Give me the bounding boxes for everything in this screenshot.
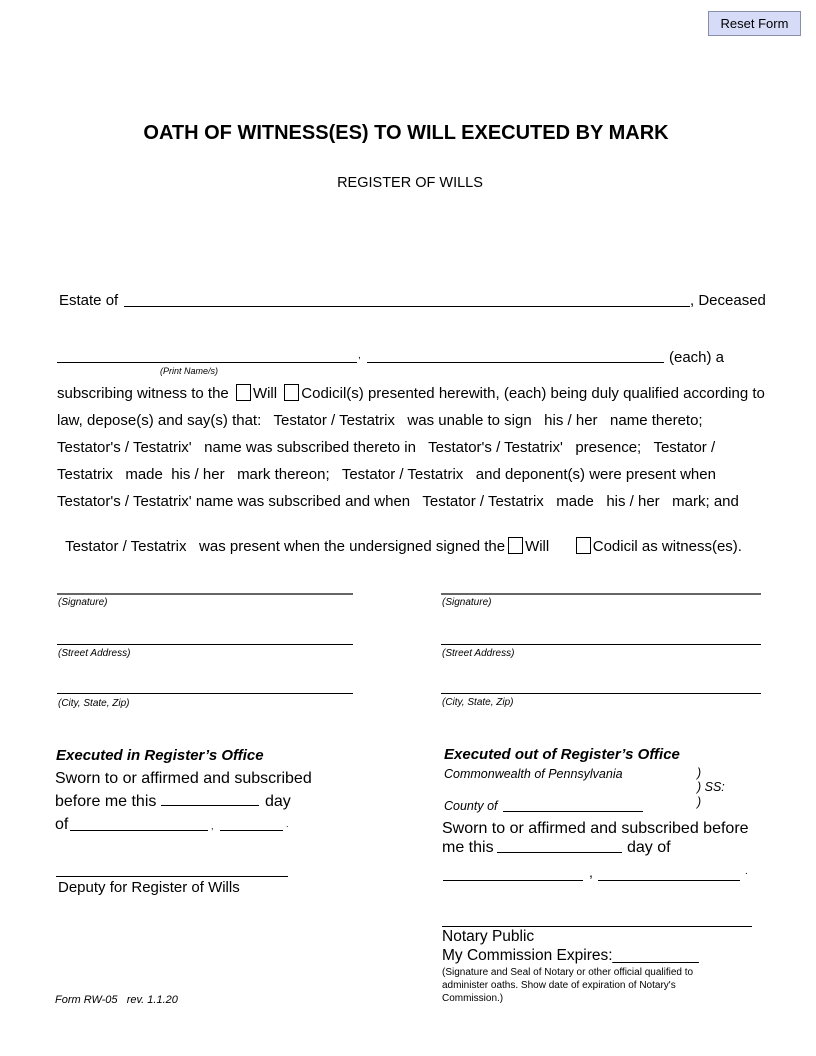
estate-name-input[interactable] — [126, 289, 686, 306]
county-line — [503, 811, 643, 812]
witness-1-city-input[interactable] — [59, 676, 351, 693]
witness-1-street-input[interactable] — [59, 627, 351, 644]
codicil-checkbox-2[interactable] — [576, 537, 591, 554]
form-id: Form RW-05 rev. 1.1.20 — [55, 994, 178, 1006]
oath-line-3: Testator's / Testatrix' name was subscribed thereto in Testator's / Testatrix' presence; Testator / — [57, 439, 716, 456]
commission-expires-label: My Commission Expires:__________ — [442, 947, 699, 964]
venue-paren-3: ) — [697, 795, 702, 809]
out-office-sworn-line: Sworn to or affirmed and subscribed before — [442, 820, 749, 837]
witness-name-1-input[interactable] — [59, 345, 355, 362]
out-office-month-line — [443, 880, 583, 881]
out-office-heading: Executed out of Register’s Office — [444, 746, 680, 763]
oath-line-6-text: Testator / Testatrix was present when the undersigned signed the — [65, 538, 506, 555]
in-office-of-label: of — [55, 816, 69, 833]
witness-name-2-underline — [367, 362, 664, 363]
oath-line-4: Testatrix made his / her mark thereon; Testator / Testatrix and deponent(s) were present when — [57, 466, 716, 483]
codicil-label-1: Codicil(s) presented herewith, (each) being duly qualified according to — [301, 385, 765, 402]
in-office-year-line — [220, 830, 283, 831]
out-office-day-input[interactable] — [498, 836, 621, 852]
oath-line-2: law, depose(s) and say(s) that: Testator / Testatrix was unable to sign his / her name thereto; — [57, 412, 703, 429]
witness-2-city-line — [441, 693, 761, 694]
out-office-me-this: me this — [442, 839, 494, 856]
oath-line-1-text: subscribing witness to the — [57, 385, 229, 402]
in-office-month-line — [70, 830, 208, 831]
witness-1-street-line — [57, 644, 353, 645]
witness-2-street-line — [441, 644, 761, 645]
witness-2-street-caption: (Street Address) — [442, 648, 515, 659]
reset-form-button[interactable]: Reset Form — [708, 11, 801, 36]
witness-1-street-caption: (Street Address) — [58, 648, 131, 659]
witness-2-signature-caption: (Signature) — [442, 597, 492, 608]
page-title: OATH OF WITNESS(ES) TO WILL EXECUTED BY MARK — [143, 122, 669, 144]
page-subtitle: REGISTER OF WILLS — [337, 175, 483, 191]
witness-1-signature-line[interactable] — [57, 593, 353, 595]
in-office-period: . — [286, 819, 289, 829]
will-label-1: Will — [252, 385, 278, 402]
in-office-day-input[interactable] — [162, 789, 258, 805]
in-office-before-me: before me this — [55, 793, 157, 810]
in-office-sworn-line: Sworn to or affirmed and subscribed — [55, 770, 312, 787]
codicil-label-2: Codicil as witness(es). — [592, 538, 742, 555]
codicil-checkbox-1[interactable] — [284, 384, 299, 401]
witness-name-1-underline — [57, 362, 357, 363]
deputy-signature-line[interactable] — [56, 876, 288, 877]
print-names-caption: (Print Name/s) — [160, 366, 219, 376]
will-checkbox-1[interactable] — [236, 384, 251, 401]
venue-paren-1: ) — [697, 766, 702, 780]
oath-line-1 — [57, 384, 765, 402]
notary-signature-line[interactable] — [442, 926, 752, 927]
will-label-2: Will — [525, 538, 550, 555]
witness-2-city-input[interactable] — [443, 676, 759, 693]
oath-line-5: Testator's / Testatrix' name was subscribed and when Testator / Testatrix made his / her mark; and — [57, 493, 739, 510]
witness-2-city-caption: (City, State, Zip) — [442, 697, 514, 708]
oath-line-6 — [57, 520, 742, 555]
deputy-label: Deputy for Register of Wills — [58, 879, 240, 896]
estate-underline — [124, 306, 690, 307]
estate-label: Estate of — [59, 292, 119, 309]
out-office-period: . — [745, 866, 748, 877]
name-separator: , — [358, 350, 361, 361]
county-input[interactable] — [504, 795, 642, 811]
will-checkbox-2[interactable] — [508, 537, 523, 554]
venue-ss: ) SS: — [697, 780, 725, 794]
in-office-comma: , — [211, 821, 214, 831]
commonwealth-label: Commonwealth of Pennsylvania — [444, 767, 623, 781]
out-office-year-line — [598, 880, 740, 881]
witness-name-2-input[interactable] — [369, 345, 662, 362]
out-office-comma: , — [589, 864, 593, 880]
each-a-label: (each) a — [669, 349, 725, 366]
witness-1-city-caption: (City, State, Zip) — [58, 698, 130, 709]
out-office-day-line — [497, 852, 622, 853]
county-label: County of — [444, 799, 498, 813]
notary-public-label: Notary Public — [442, 928, 535, 945]
notary-note: (Signature and Seal of Notary or other official qualified to administer oaths. Show date of expiration of Notary's Commission.) — [442, 967, 694, 1004]
in-office-heading: Executed in Register’s Office — [56, 747, 264, 764]
in-office-day-line — [161, 805, 259, 806]
witness-1-signature-caption: (Signature) — [58, 597, 108, 608]
witness-2-street-input[interactable] — [443, 627, 759, 644]
witness-2-signature-line[interactable] — [441, 593, 761, 595]
out-office-month-input[interactable] — [444, 864, 582, 880]
deceased-label: , Deceased — [690, 292, 766, 309]
in-office-day-label: day — [265, 793, 291, 810]
out-office-day-of: day of — [627, 839, 671, 856]
witness-1-city-line — [57, 693, 353, 694]
out-office-year-input[interactable] — [599, 864, 739, 880]
in-office-year-input[interactable] — [221, 814, 282, 830]
in-office-month-input[interactable] — [71, 814, 207, 830]
